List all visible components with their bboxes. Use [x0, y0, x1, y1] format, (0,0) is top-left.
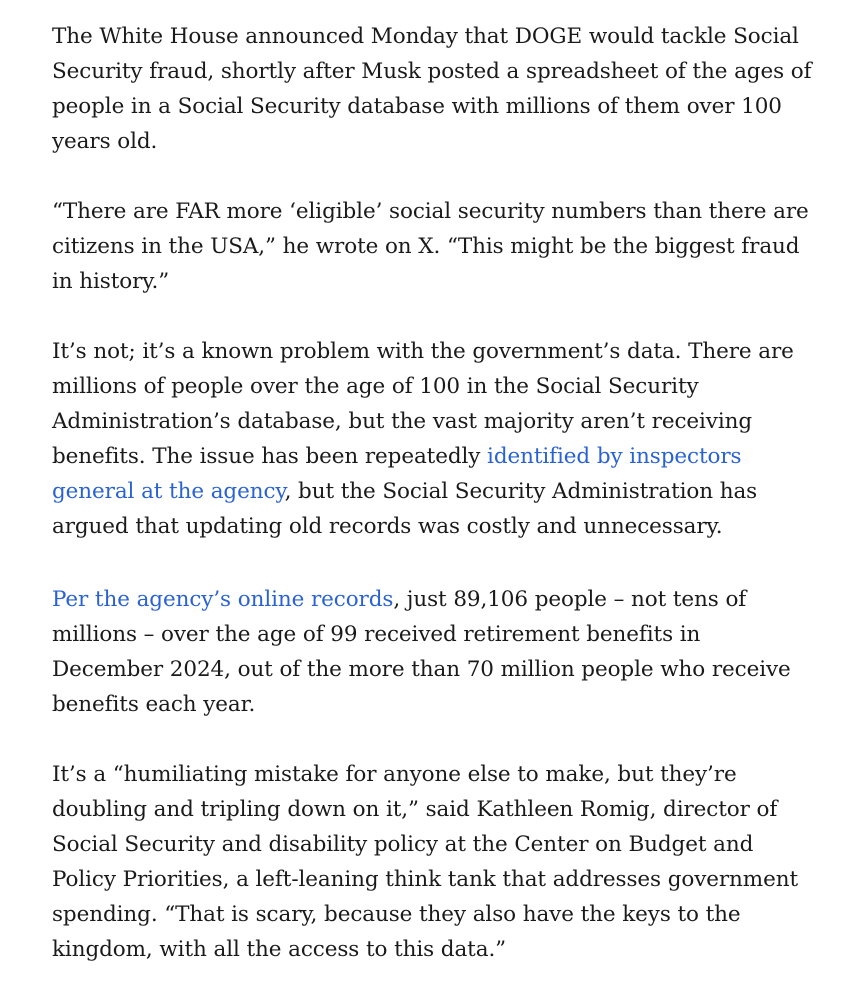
paragraph-text: It’s not; it’s a known problem with the government’s data. There are millions of people over the age of 100 in the Social Security Administration’s database, but the vast majority aren’t receiving benefits. The issue has been repeatedly [52, 339, 794, 469]
inspectors-general-link[interactable]: identified by inspectors general at the agency [52, 444, 742, 504]
paragraph-musk-quote: “There are FAR more ‘eligible’ social security numbers than there are citizens in the USA,” he wrote on X. “This might be the biggest fraud in history.” [52, 199, 809, 294]
agency-online-records-link[interactable]: Per the agency’s online records [52, 587, 394, 612]
paragraph-romig-quote: It’s a “humiliating mistake for anyone else to make, but they’re doubling and tripling down on it,” said Kathleen Romig, director of Social Security and disability policy at the Center on Budget and Policy Priorities, a left-leaning think tank that addresses government spending. “That is scary, because they also have the keys to the kingdom, with all the access to this data.” [52, 762, 798, 962]
paragraph-text: , but the Social Security Administration has argued that updating old records was costly and unnecessary. [52, 479, 758, 539]
paragraph-known-problem [52, 334, 812, 544]
paragraph-doge-announcement: The White House announced Monday that DOGE would tackle Social Security fraud, shortly after Musk posted a spreadsheet of the ages of people in a Social Security database with millions of them over 100 years old. [52, 24, 812, 154]
paragraph-text: , just 89,106 people – not tens of millions – over the age of 99 received retirement benefits in December 2024, out of the more than 70 million people who receive benefits each year. [52, 587, 791, 717]
paragraph-agency-records [52, 582, 812, 722]
